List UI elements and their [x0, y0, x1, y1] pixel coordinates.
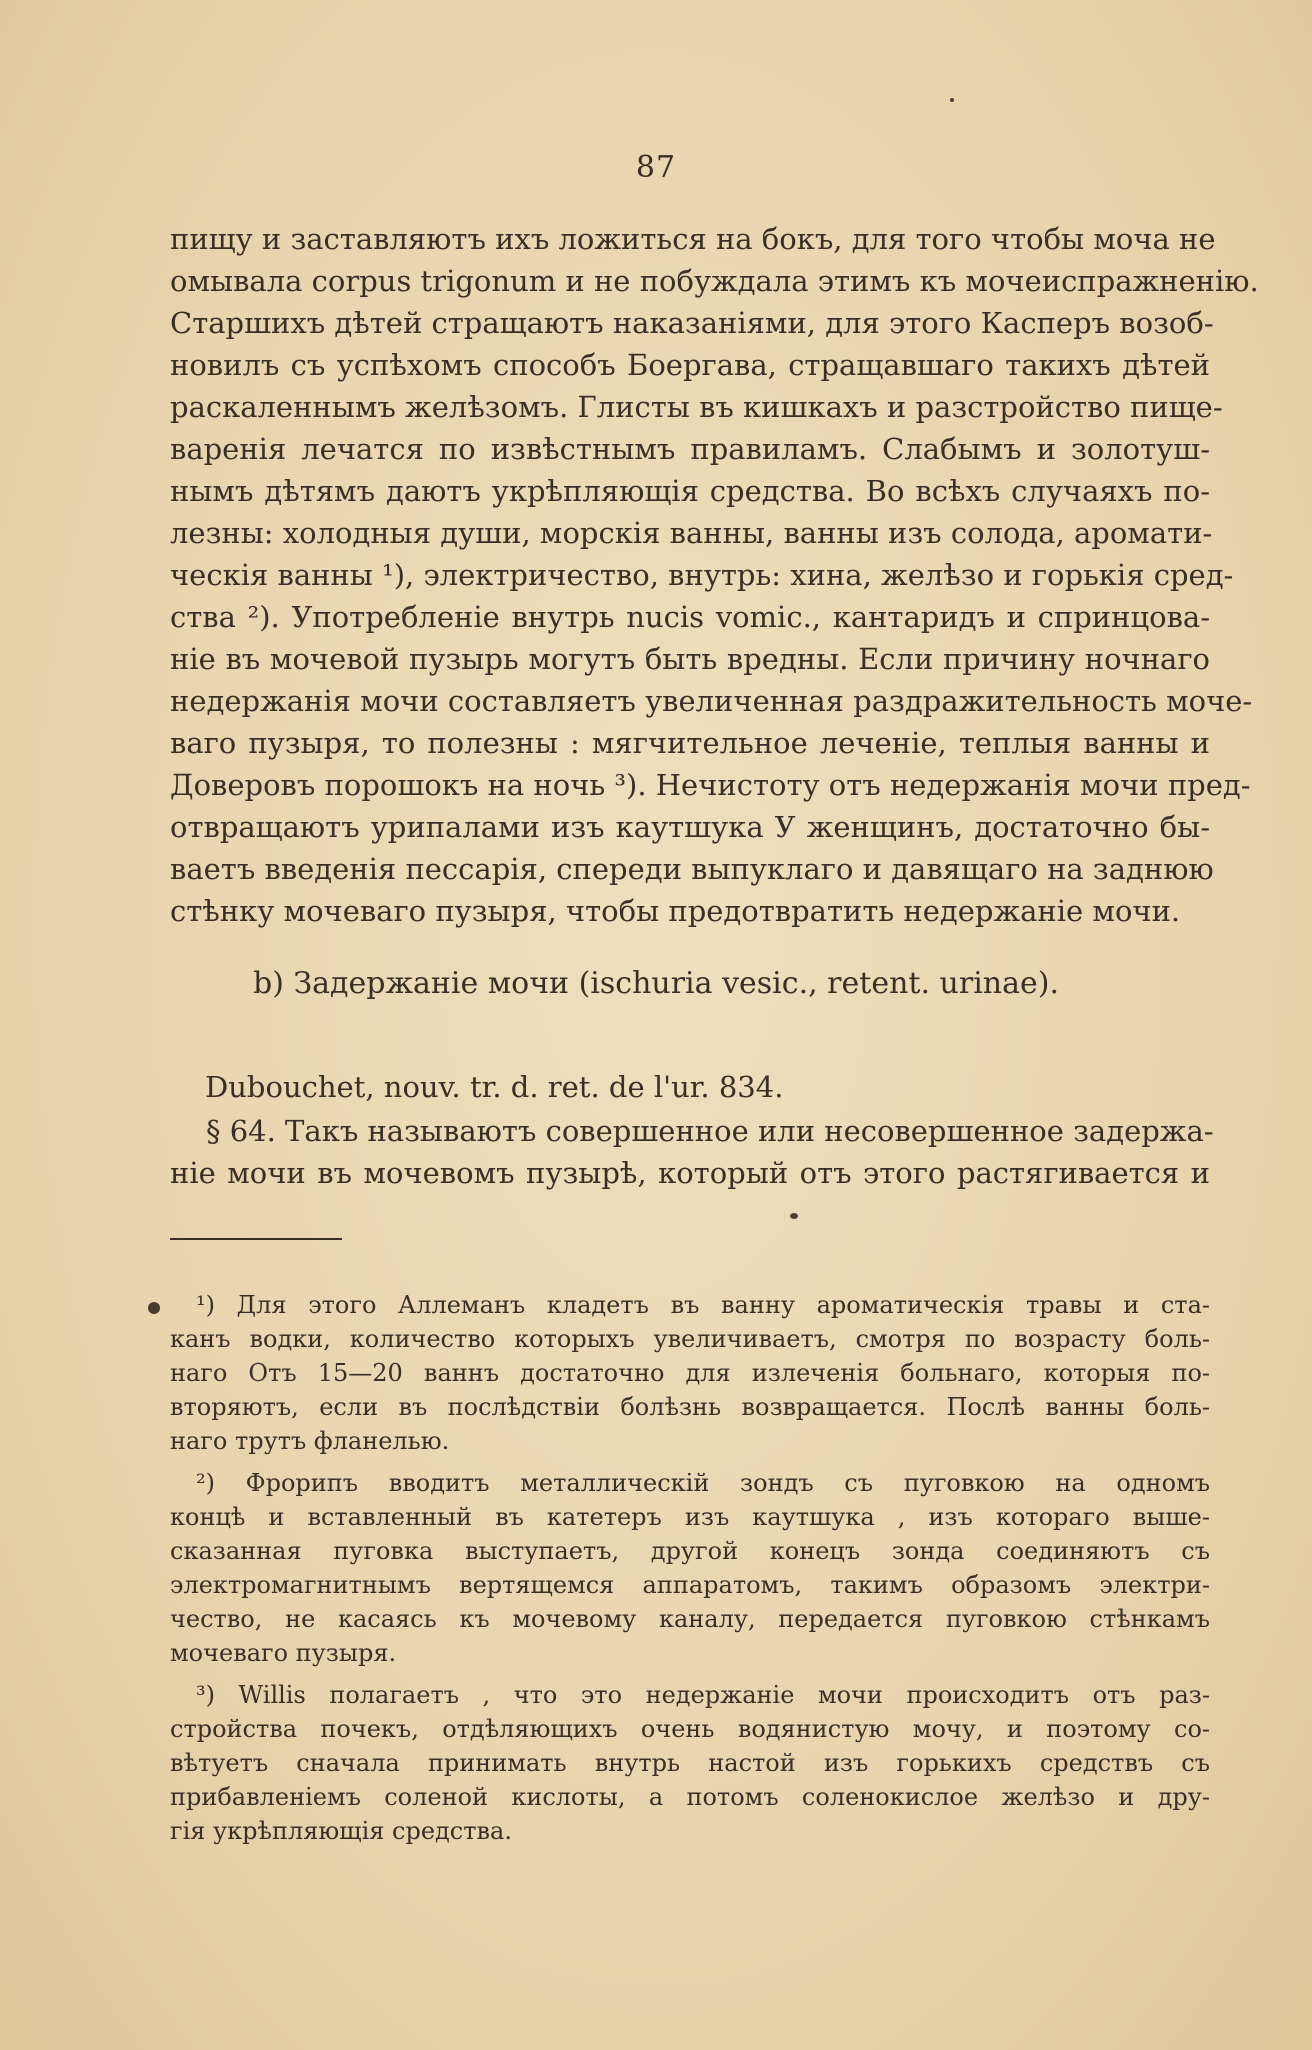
footnote-line: вторяютъ, если въ послѣдствіи болѣзнь возвращается. Послѣ ванны боль-: [170, 1393, 1210, 1421]
footnote-line: электромагнитнымъ вертящемся аппаратомъ, такимъ образомъ электри-: [170, 1571, 1210, 1599]
footnote-2: [170, 1466, 1210, 1670]
text-line: нымъ дѣтямъ даютъ укрѣпляющія средства. Во всѣхъ случаяхъ по-: [170, 474, 1210, 508]
footnote-divider: [170, 1238, 342, 1240]
footnote-line: концѣ и вставленный въ катетеръ изъ каутшука , изъ котораго выше-: [170, 1503, 1210, 1531]
footnote-line: ¹) Для этого Аллеманъ кладетъ въ ванну ароматическія травы и ста-: [196, 1291, 1210, 1319]
footnote-3: [170, 1678, 1210, 1848]
paragraph-64: [170, 1110, 1214, 1194]
footnote-line: сказанная пуговка выступаетъ, другой конецъ зонда соединяютъ съ: [170, 1537, 1210, 1565]
text-line: Доверовъ порошокъ на ночь ³). Нечистоту отъ недержанія мочи пред-: [170, 768, 1251, 802]
text-line: варенія лечатся по извѣстнымъ правиламъ. Слабымъ и золотуш-: [170, 432, 1210, 466]
bibliographic-reference: Dubouchet, nouv. tr. d. ret. de l'ur. 834.: [205, 1070, 784, 1104]
page-number: 87: [635, 150, 677, 185]
footnote-line: мочеваго пузыря.: [170, 1639, 397, 1667]
text-line: омывала corpus trigonum и не побуждала этимъ къ мочеиспражненію.: [170, 264, 1259, 298]
ink-speck: [950, 98, 954, 102]
text-line: лезны: холодныя души, морскія ванны, ванны изъ солода, аромати-: [170, 516, 1213, 550]
ink-speck: [148, 1302, 160, 1314]
section-heading: b) Задержаніе мочи (ischuria vesic., retent. urinae).: [253, 966, 1059, 1001]
footnote-line: канъ водки, количество которыхъ увеличиваетъ, смотря по возрасту боль-: [170, 1325, 1210, 1353]
text-line: ніе мочи въ мочевомъ пузырѣ, который отъ этого растягивается и: [170, 1156, 1210, 1190]
text-line: ваетъ введенія пессарія, спереди выпуклаго и давящаго на заднюю: [170, 852, 1214, 886]
text-line: § 64. Такъ называютъ совершенное или несовершенное задержа-: [206, 1114, 1214, 1148]
text-line: раскаленнымъ желѣзомъ. Глисты въ кишкахъ и разстройство пище-: [170, 390, 1223, 424]
text-line: ческія ванны ¹), электричество, внутрь: хина, желѣзо и горькія сред-: [170, 558, 1234, 592]
footnote-line: ³) Willis полагаетъ , что это недержаніе мочи происходитъ отъ раз-: [196, 1681, 1210, 1709]
text-line: ніе въ мочевой пузырь могутъ быть вредны. Если причину ночнаго: [170, 642, 1210, 676]
text-line: стѣнку мочеваго пузыря, чтобы предотвратить недержаніе мочи.: [170, 894, 1181, 928]
text-line: Старшихъ дѣтей стращаютъ наказаніями, для этого Касперъ возоб-: [170, 306, 1214, 340]
text-line: недержанія мочи составляетъ увеличенная раздражительность моче-: [170, 684, 1253, 718]
footnote-line: наго трутъ фланелью.: [170, 1427, 450, 1455]
footnote-line: ²) Фрорипъ вводитъ металлическій зондъ съ пуговкою на одномъ: [196, 1469, 1210, 1497]
text-line: отвращаютъ урипалами изъ каутшука У женщинъ, достаточно бы-: [170, 810, 1210, 844]
footnote-line: вѣтуетъ сначала принимать внутрь настой изъ горькихъ средствъ съ: [170, 1749, 1210, 1777]
text-line: пищу и заставляютъ ихъ ложиться на бокъ, для того чтобы моча не: [170, 222, 1216, 256]
text-line: новилъ съ успѣхомъ способъ Боергава, стращавшаго такихъ дѣтей: [170, 348, 1210, 382]
ink-speck: [790, 1213, 798, 1219]
text-line: ства ²). Употребленіе внутрь nucis vomic., кантаридъ и спринцова-: [170, 600, 1210, 634]
text-line: ваго пузыря, то полезны : мягчительное леченіе, теплыя ванны и: [170, 726, 1210, 760]
footnote-line: чество, не касаясь къ мочевому каналу, передается пуговкою стѣнкамъ: [170, 1605, 1210, 1633]
footnote-line: прибавленіемъ соленой кислоты, а потомъ соленокислое желѣзо и дру-: [170, 1783, 1210, 1811]
footnote-line: гія укрѣпляющія средства.: [170, 1817, 512, 1845]
paragraph-main: [170, 218, 1259, 932]
footnotes: [170, 1288, 1210, 1856]
footnote-line: наго Отъ 15—20 ваннъ достаточно для излеченія больнаго, которыя по-: [170, 1359, 1210, 1387]
footnote-line: стройства почекъ, отдѣляющихъ очень водянистую мочу, и поэтому со-: [170, 1715, 1210, 1743]
footnote-1: [170, 1288, 1210, 1458]
